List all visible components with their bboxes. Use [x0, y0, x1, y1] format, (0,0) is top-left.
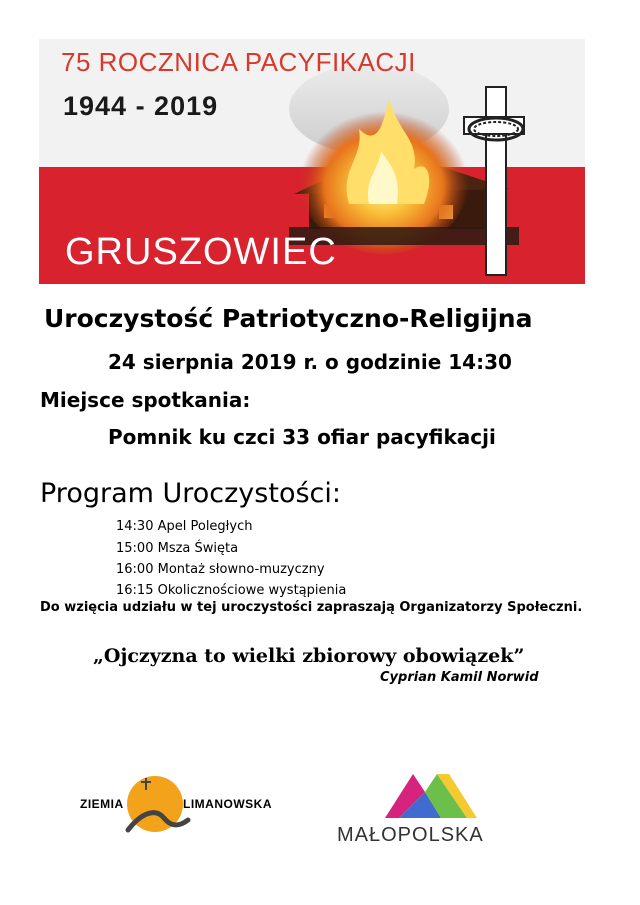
quote-author: Cyprian Kamil Norwid: [380, 670, 539, 685]
ziemia-limanowska-logo: [80, 768, 280, 848]
years-label: 1944 - 2019: [63, 91, 219, 121]
program-heading: Program Uroczystości:: [40, 478, 341, 509]
program-item: 16:00 Montaż słowno-muzyczny: [116, 562, 325, 577]
event-title: Uroczystość Patriotyczno-Religijna: [44, 304, 533, 333]
program-item: 15:00 Msza Święta: [116, 541, 239, 556]
program-item: 16:15 Okolicznościowe wystąpienia: [116, 583, 347, 598]
limanowska-word: LIMANOWSKA: [183, 797, 272, 811]
header-banner: [39, 39, 585, 284]
invitation-text: Do wzięcia udziału w tej uroczystości zapraszają Organizatorzy Społeczni.: [40, 600, 583, 615]
ziemia-word: ZIEMIA: [80, 797, 124, 811]
malopolska-wordmark: MAŁOPOLSKA: [337, 824, 484, 846]
malopolska-logo-graphic: [337, 770, 537, 825]
event-date: 24 sierpnia 2019 r. o godzinie 14:30: [108, 350, 512, 374]
malopolska-logo: [337, 770, 537, 850]
program-item: 14:30 Apel Poległych: [116, 519, 253, 534]
place-name: Pomnik ku czci 33 ofiar pacyfikacji: [108, 425, 496, 449]
anniversary-heading: 75 ROCZNICA PACYFIKACJI: [61, 47, 416, 77]
quote-text: „Ojczyzna to wielki zbiorowy obowiązek”: [93, 645, 525, 667]
village-name: GRUSZOWIEC: [65, 231, 337, 273]
place-label: Miejsce spotkania:: [40, 388, 251, 412]
